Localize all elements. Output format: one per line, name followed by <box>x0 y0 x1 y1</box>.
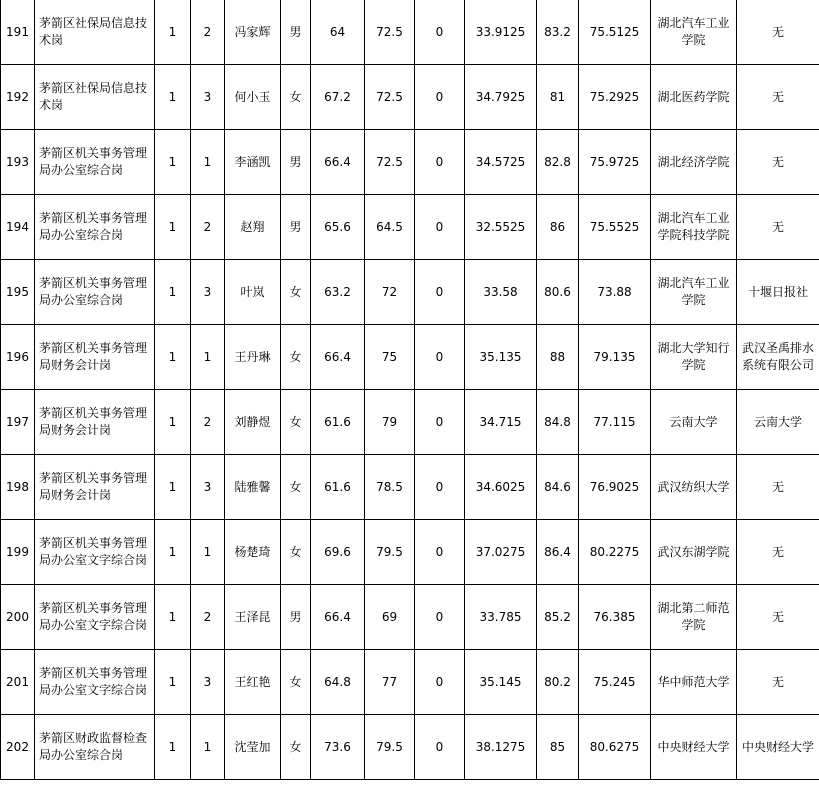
written-score-cell: 73.6 <box>311 715 365 780</box>
employer-cell: 无 <box>737 195 819 260</box>
employer-cell: 无 <box>737 65 819 130</box>
post-name-cell: 茅箭区机关事务管理局财务会计岗 <box>35 325 155 390</box>
candidate-name-cell: 王泽昆 <box>225 585 281 650</box>
table-row <box>1 520 819 585</box>
rank-cell: 2 <box>191 390 225 455</box>
interview-score-cell: 78.5 <box>365 455 415 520</box>
weighted-score-cell: 38.1275 <box>465 715 537 780</box>
candidate-name-cell: 王丹琳 <box>225 325 281 390</box>
row-number-cell: 202 <box>1 715 35 780</box>
interview-score-cell: 75 <box>365 325 415 390</box>
total-score-cell: 80.2275 <box>579 520 651 585</box>
rank-cell: 2 <box>191 585 225 650</box>
hiring-plan-cell: 1 <box>155 650 191 715</box>
hiring-plan-cell: 1 <box>155 130 191 195</box>
interview-result-cell: 84.8 <box>537 390 579 455</box>
gender-cell: 女 <box>281 390 311 455</box>
interview-result-cell: 85 <box>537 715 579 780</box>
bonus-points-cell: 0 <box>415 585 465 650</box>
bonus-points-cell: 0 <box>415 715 465 780</box>
row-number-cell: 193 <box>1 130 35 195</box>
gender-cell: 女 <box>281 260 311 325</box>
candidate-name-cell: 沈莹加 <box>225 715 281 780</box>
row-number-cell: 199 <box>1 520 35 585</box>
employer-cell: 武汉圣禹排水系统有限公司 <box>737 325 819 390</box>
school-cell: 湖北汽车工业学院科技学院 <box>651 195 737 260</box>
gender-cell: 男 <box>281 0 311 65</box>
written-score-cell: 64 <box>311 0 365 65</box>
interview-score-cell: 72 <box>365 260 415 325</box>
school-cell: 华中师范大学 <box>651 650 737 715</box>
row-number-cell: 200 <box>1 585 35 650</box>
interview-score-cell: 72.5 <box>365 0 415 65</box>
weighted-score-cell: 35.145 <box>465 650 537 715</box>
weighted-score-cell: 33.9125 <box>465 0 537 65</box>
rank-cell: 3 <box>191 65 225 130</box>
school-cell: 湖北汽车工业学院 <box>651 0 737 65</box>
post-name-cell: 茅箭区机关事务管理局办公室综合岗 <box>35 130 155 195</box>
row-number-cell: 197 <box>1 390 35 455</box>
total-score-cell: 75.2925 <box>579 65 651 130</box>
bonus-points-cell: 0 <box>415 65 465 130</box>
weighted-score-cell: 34.715 <box>465 390 537 455</box>
school-cell: 武汉纺织大学 <box>651 455 737 520</box>
written-score-cell: 67.2 <box>311 65 365 130</box>
post-name-cell: 茅箭区机关事务管理局财务会计岗 <box>35 390 155 455</box>
post-name-cell: 茅箭区机关事务管理局财务会计岗 <box>35 455 155 520</box>
table-row <box>1 195 819 260</box>
rank-cell: 3 <box>191 260 225 325</box>
gender-cell: 女 <box>281 650 311 715</box>
bonus-points-cell: 0 <box>415 260 465 325</box>
written-score-cell: 64.8 <box>311 650 365 715</box>
weighted-score-cell: 35.135 <box>465 325 537 390</box>
employer-cell: 云南大学 <box>737 390 819 455</box>
employer-cell: 无 <box>737 585 819 650</box>
candidate-name-cell: 陆雅馨 <box>225 455 281 520</box>
row-number-cell: 198 <box>1 455 35 520</box>
post-name-cell: 茅箭区社保局信息技术岗 <box>35 65 155 130</box>
row-number-cell: 201 <box>1 650 35 715</box>
gender-cell: 女 <box>281 325 311 390</box>
interview-result-cell: 88 <box>537 325 579 390</box>
candidate-name-cell: 刘静煜 <box>225 390 281 455</box>
hiring-plan-cell: 1 <box>155 455 191 520</box>
bonus-points-cell: 0 <box>415 520 465 585</box>
gender-cell: 女 <box>281 520 311 585</box>
gender-cell: 男 <box>281 585 311 650</box>
gender-cell: 女 <box>281 455 311 520</box>
rank-cell: 3 <box>191 455 225 520</box>
post-name-cell: 茅箭区机关事务管理局办公室文字综合岗 <box>35 585 155 650</box>
table-row <box>1 0 819 65</box>
employer-cell: 无 <box>737 650 819 715</box>
row-number-cell: 196 <box>1 325 35 390</box>
table-row <box>1 650 819 715</box>
total-score-cell: 76.385 <box>579 585 651 650</box>
candidate-name-cell: 王红艳 <box>225 650 281 715</box>
interview-score-cell: 77 <box>365 650 415 715</box>
gender-cell: 女 <box>281 715 311 780</box>
employer-cell: 无 <box>737 0 819 65</box>
weighted-score-cell: 34.5725 <box>465 130 537 195</box>
interview-result-cell: 80.2 <box>537 650 579 715</box>
school-cell: 武汉东湖学院 <box>651 520 737 585</box>
total-score-cell: 75.245 <box>579 650 651 715</box>
interview-result-cell: 83.2 <box>537 0 579 65</box>
weighted-score-cell: 33.58 <box>465 260 537 325</box>
post-name-cell: 茅箭区机关事务管理局办公室文字综合岗 <box>35 520 155 585</box>
gender-cell: 女 <box>281 65 311 130</box>
bonus-points-cell: 0 <box>415 325 465 390</box>
table-row <box>1 65 819 130</box>
written-score-cell: 69.6 <box>311 520 365 585</box>
interview-result-cell: 86.4 <box>537 520 579 585</box>
written-score-cell: 61.6 <box>311 455 365 520</box>
hiring-plan-cell: 1 <box>155 585 191 650</box>
gender-cell: 男 <box>281 130 311 195</box>
rank-cell: 2 <box>191 195 225 260</box>
weighted-score-cell: 37.0275 <box>465 520 537 585</box>
employer-cell: 无 <box>737 455 819 520</box>
bonus-points-cell: 0 <box>415 130 465 195</box>
total-score-cell: 75.9725 <box>579 130 651 195</box>
interview-result-cell: 82.8 <box>537 130 579 195</box>
table-row <box>1 390 819 455</box>
weighted-score-cell: 34.7925 <box>465 65 537 130</box>
total-score-cell: 75.5125 <box>579 0 651 65</box>
row-number-cell: 192 <box>1 65 35 130</box>
interview-result-cell: 84.6 <box>537 455 579 520</box>
total-score-cell: 76.9025 <box>579 455 651 520</box>
hiring-plan-cell: 1 <box>155 260 191 325</box>
gender-cell: 男 <box>281 195 311 260</box>
interview-result-cell: 80.6 <box>537 260 579 325</box>
employer-cell: 无 <box>737 520 819 585</box>
post-name-cell: 茅箭区机关事务管理局办公室综合岗 <box>35 195 155 260</box>
bonus-points-cell: 0 <box>415 650 465 715</box>
written-score-cell: 66.4 <box>311 585 365 650</box>
employer-cell: 无 <box>737 130 819 195</box>
interview-score-cell: 72.5 <box>365 130 415 195</box>
candidate-name-cell: 何小玉 <box>225 65 281 130</box>
post-name-cell: 茅箭区社保局信息技术岗 <box>35 0 155 65</box>
interview-score-cell: 79.5 <box>365 520 415 585</box>
written-score-cell: 63.2 <box>311 260 365 325</box>
post-name-cell: 茅箭区财政监督检查局办公室综合岗 <box>35 715 155 780</box>
hiring-plan-cell: 1 <box>155 65 191 130</box>
total-score-cell: 77.115 <box>579 390 651 455</box>
hiring-plan-cell: 1 <box>155 520 191 585</box>
bonus-points-cell: 0 <box>415 455 465 520</box>
rank-cell: 3 <box>191 650 225 715</box>
table-row <box>1 325 819 390</box>
hiring-plan-cell: 1 <box>155 195 191 260</box>
candidate-name-cell: 赵翔 <box>225 195 281 260</box>
written-score-cell: 65.6 <box>311 195 365 260</box>
candidate-name-cell: 杨楚琦 <box>225 520 281 585</box>
school-cell: 湖北第二师范学院 <box>651 585 737 650</box>
hiring-plan-cell: 1 <box>155 0 191 65</box>
interview-result-cell: 86 <box>537 195 579 260</box>
school-cell: 湖北大学知行学院 <box>651 325 737 390</box>
table-row <box>1 455 819 520</box>
post-name-cell: 茅箭区机关事务管理局办公室文字综合岗 <box>35 650 155 715</box>
school-cell: 中央财经大学 <box>651 715 737 780</box>
total-score-cell: 80.6275 <box>579 715 651 780</box>
interview-result-cell: 85.2 <box>537 585 579 650</box>
table-row <box>1 260 819 325</box>
interview-score-cell: 72.5 <box>365 65 415 130</box>
total-score-cell: 79.135 <box>579 325 651 390</box>
school-cell: 湖北汽车工业学院 <box>651 260 737 325</box>
row-number-cell: 191 <box>1 0 35 65</box>
total-score-cell: 73.88 <box>579 260 651 325</box>
candidate-name-cell: 冯家辉 <box>225 0 281 65</box>
rank-cell: 1 <box>191 520 225 585</box>
school-cell: 湖北医药学院 <box>651 65 737 130</box>
bonus-points-cell: 0 <box>415 195 465 260</box>
interview-score-cell: 79.5 <box>365 715 415 780</box>
hiring-plan-cell: 1 <box>155 715 191 780</box>
bonus-points-cell: 0 <box>415 390 465 455</box>
table-row <box>1 715 819 780</box>
interview-score-cell: 79 <box>365 390 415 455</box>
weighted-score-cell: 32.5525 <box>465 195 537 260</box>
employer-cell: 中央财经大学 <box>737 715 819 780</box>
weighted-score-cell: 34.6025 <box>465 455 537 520</box>
row-number-cell: 195 <box>1 260 35 325</box>
written-score-cell: 66.4 <box>311 130 365 195</box>
interview-score-cell: 69 <box>365 585 415 650</box>
bonus-points-cell: 0 <box>415 0 465 65</box>
rank-cell: 1 <box>191 130 225 195</box>
row-number-cell: 194 <box>1 195 35 260</box>
employer-cell: 十堰日报社 <box>737 260 819 325</box>
candidate-name-cell: 李涵凯 <box>225 130 281 195</box>
hiring-plan-cell: 1 <box>155 325 191 390</box>
written-score-cell: 66.4 <box>311 325 365 390</box>
interview-score-cell: 64.5 <box>365 195 415 260</box>
table-row <box>1 130 819 195</box>
school-cell: 湖北经济学院 <box>651 130 737 195</box>
rank-cell: 1 <box>191 715 225 780</box>
rank-cell: 2 <box>191 0 225 65</box>
interview-result-cell: 81 <box>537 65 579 130</box>
written-score-cell: 61.6 <box>311 390 365 455</box>
school-cell: 云南大学 <box>651 390 737 455</box>
hiring-plan-cell: 1 <box>155 390 191 455</box>
total-score-cell: 75.5525 <box>579 195 651 260</box>
candidate-name-cell: 叶岚 <box>225 260 281 325</box>
post-name-cell: 茅箭区机关事务管理局办公室综合岗 <box>35 260 155 325</box>
table-row <box>1 585 819 650</box>
rank-cell: 1 <box>191 325 225 390</box>
weighted-score-cell: 33.785 <box>465 585 537 650</box>
